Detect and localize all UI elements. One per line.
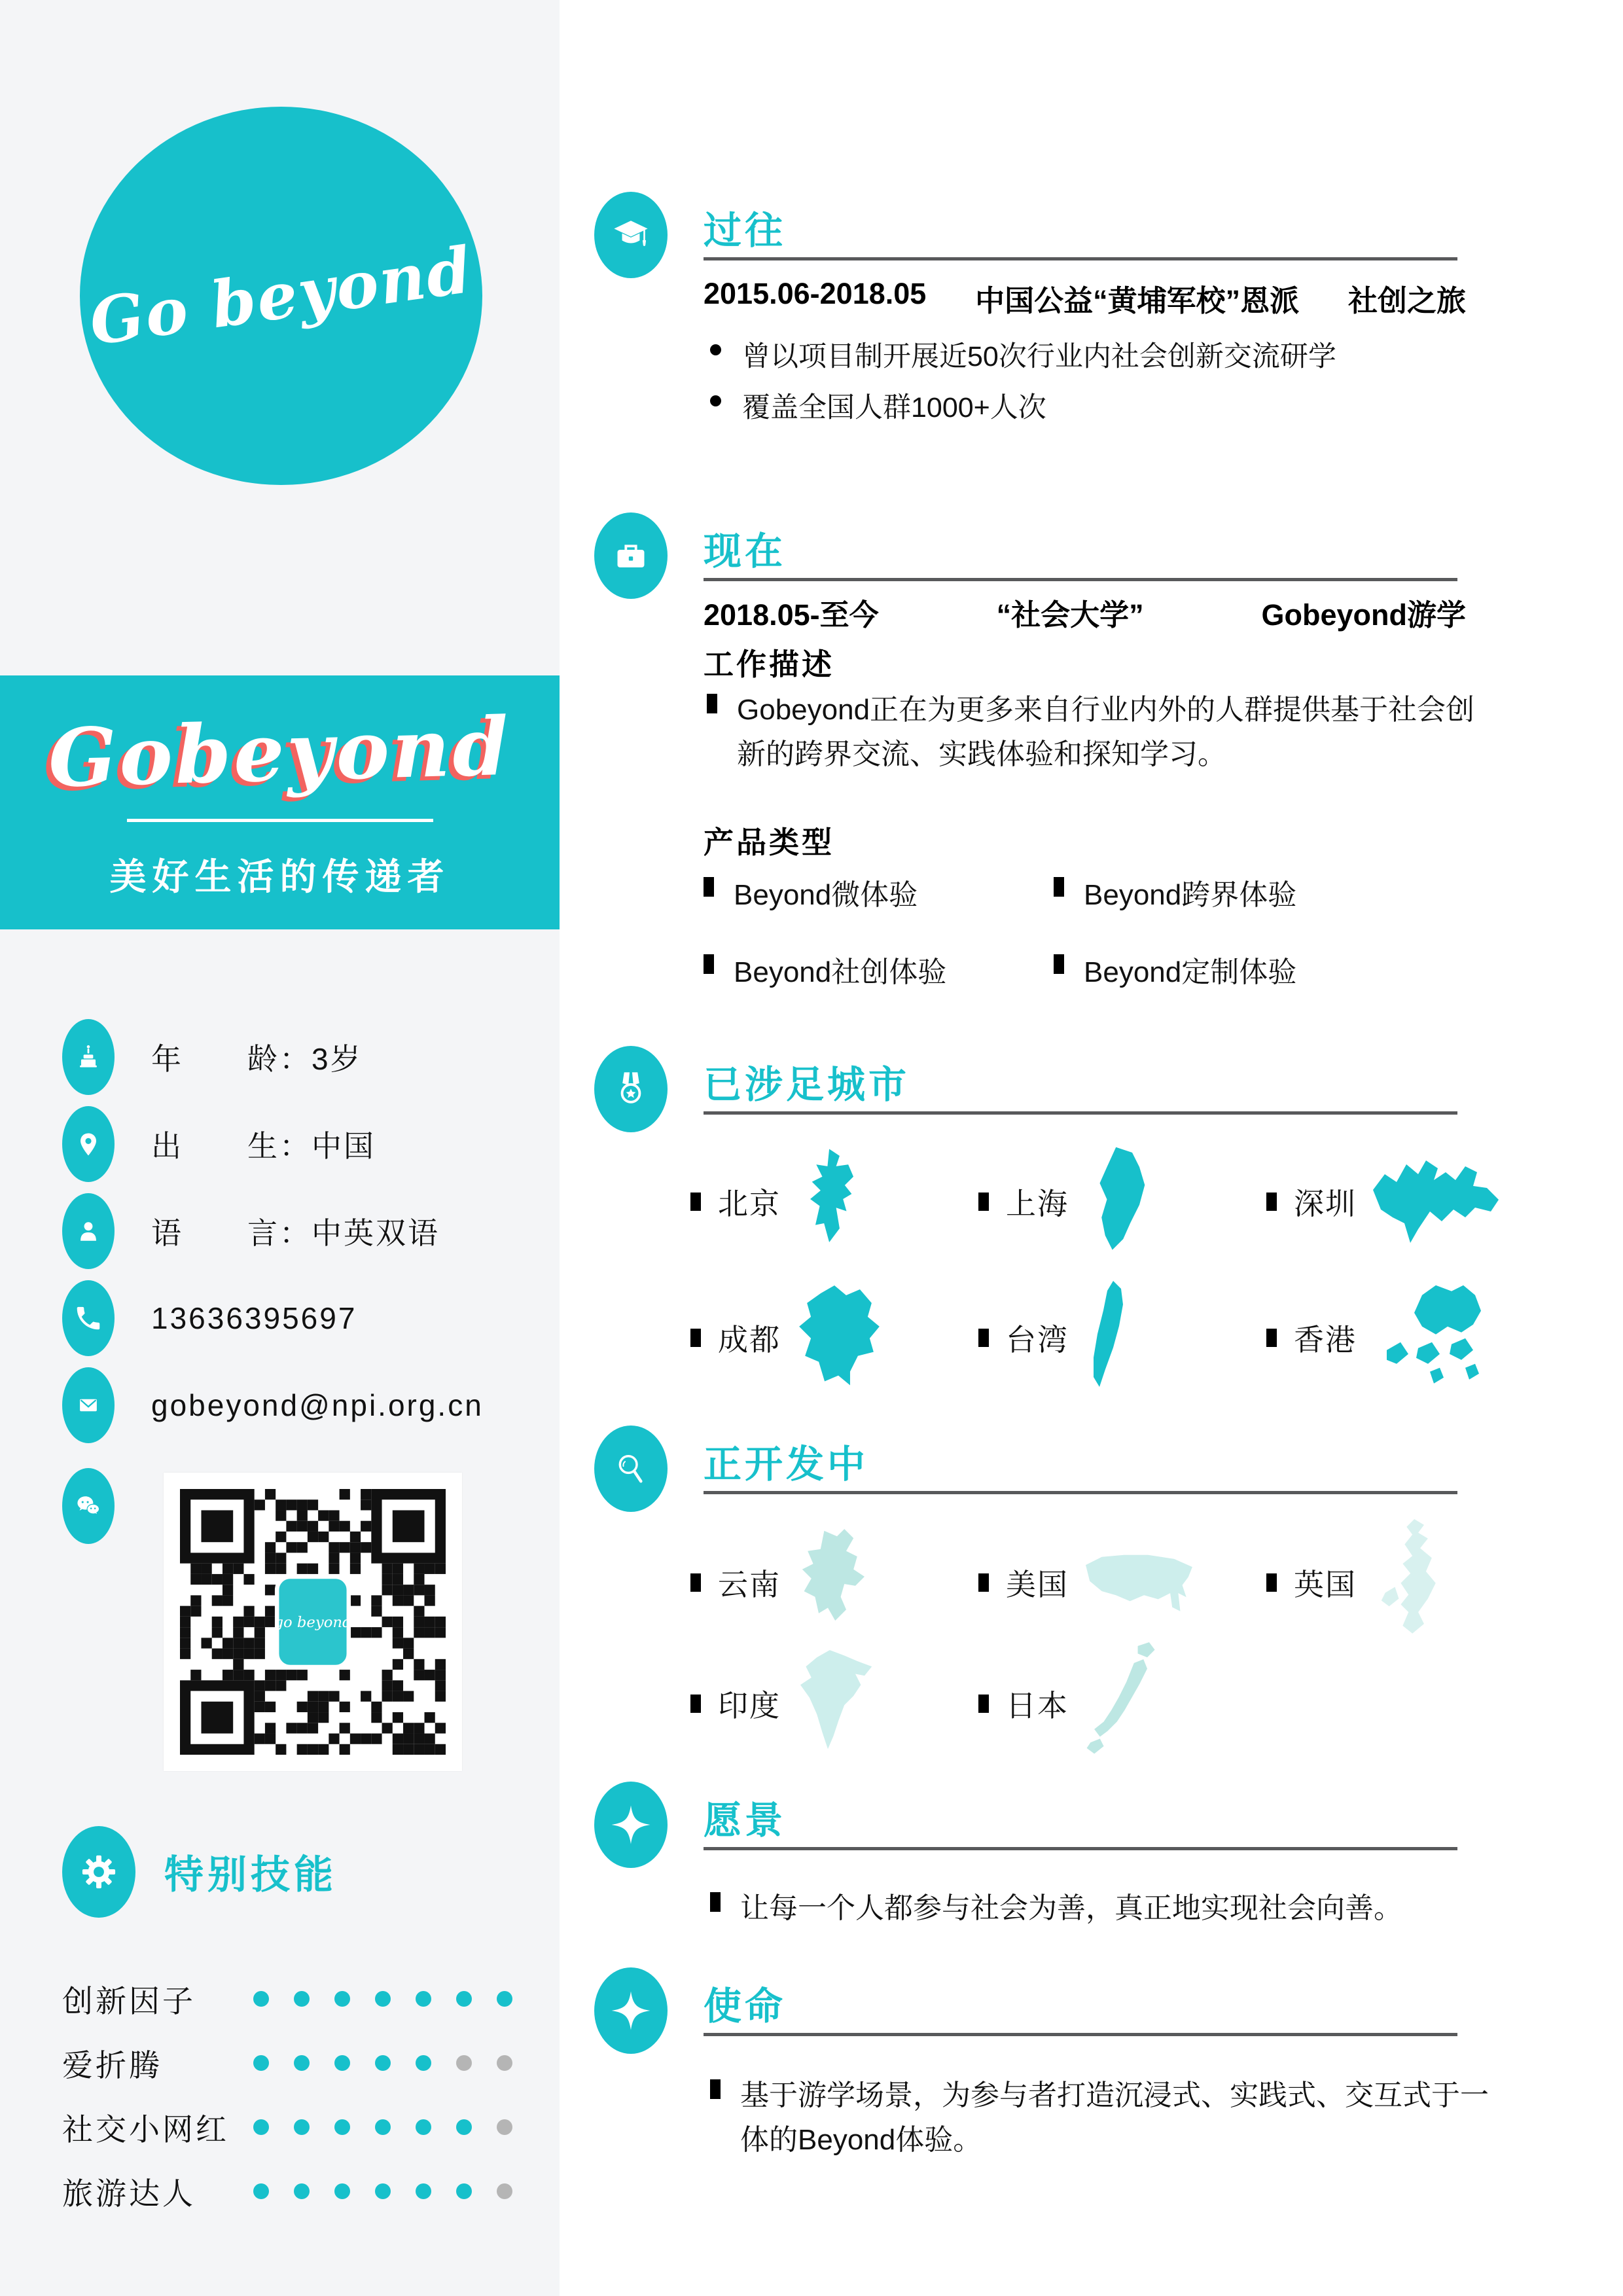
logo-script-text: Go beyond — [85, 232, 477, 360]
shanghai-map-icon — [1079, 1145, 1171, 1258]
section-rule — [704, 578, 1457, 581]
product-2: Beyond跨界体验 — [1084, 879, 1297, 911]
square-bullet — [690, 1329, 701, 1347]
developing-title: 正开发中 — [704, 1443, 869, 1486]
wechat-qr-code — [164, 1473, 462, 1771]
birthday-cake-icon — [62, 1019, 115, 1095]
region-usa — [978, 1535, 1266, 1630]
developing-row-2 — [690, 1641, 1600, 1766]
region-yunnan-label: 云南 — [718, 1568, 781, 1602]
skill-row — [62, 2042, 514, 2084]
skill-dots — [253, 2183, 512, 2199]
product-4: Beyond定制体验 — [1084, 956, 1297, 988]
product-1: Beyond微体验 — [734, 879, 918, 911]
skill-dot — [253, 1991, 269, 2007]
contact-row-age — [62, 1019, 533, 1095]
square-bullet — [707, 694, 717, 713]
skills-title: 特别技能 — [164, 1853, 337, 1897]
city-hongkong-label: 香港 — [1294, 1323, 1357, 1357]
skill-dots — [253, 1991, 512, 2007]
skill-dot — [416, 2183, 431, 2199]
product-item — [704, 871, 1054, 913]
wechat-icon — [62, 1468, 115, 1544]
contact-row-email — [62, 1367, 533, 1443]
region-uk — [1266, 1517, 1600, 1648]
person-icon — [62, 1193, 115, 1269]
skill-dot — [334, 2119, 350, 2135]
skill-dot — [375, 2183, 391, 2199]
skill-dot — [375, 2119, 391, 2135]
square-bullet — [690, 1695, 701, 1713]
work-desc-label: 工作描述 — [704, 647, 834, 681]
location-pin-icon — [62, 1106, 115, 1182]
shenzhen-map-icon — [1367, 1149, 1505, 1254]
present-org: “社会大学” — [996, 598, 1144, 632]
japan-map-label: 日本 — [1006, 1689, 1069, 1723]
contact-phone: 13636395697 — [151, 1301, 357, 1335]
yunnan-map-icon — [791, 1524, 883, 1641]
products-label: 产品类型 — [704, 825, 834, 859]
work-desc-item — [707, 688, 1489, 777]
india-map-icon — [791, 1645, 883, 1763]
city-taiwan — [978, 1279, 1266, 1397]
mission-item — [710, 2073, 1493, 2162]
skills-header — [62, 1826, 337, 1918]
skill-dot — [334, 1991, 350, 2007]
skill-dot — [416, 1991, 431, 2007]
medal-icon — [594, 1046, 668, 1132]
skill-dots — [253, 2055, 512, 2071]
uk-map-label: 英国 — [1294, 1568, 1357, 1602]
skill-dot — [375, 1991, 391, 2007]
square-bullet — [1266, 1329, 1277, 1347]
cities-title: 已涉足城市 — [704, 1064, 910, 1106]
skill-row — [62, 2170, 514, 2212]
region-yunnan — [690, 1524, 978, 1641]
brand-title: Gobeyond — [47, 698, 512, 805]
skill-dot — [294, 1991, 310, 2007]
cities-row-2 — [690, 1279, 1600, 1397]
vision-item — [710, 1886, 1493, 1931]
skill-dot — [294, 2055, 310, 2071]
past-org: 中国公益“黄埔军校”恩派 — [975, 284, 1300, 317]
product-3: Beyond社创体验 — [734, 956, 947, 988]
usa-map-icon — [1079, 1535, 1201, 1630]
hongkong-map-icon — [1367, 1279, 1505, 1397]
city-shanghai — [978, 1145, 1266, 1258]
square-bullet — [978, 1193, 989, 1211]
vision-title: 愿景 — [704, 1799, 787, 1842]
banner-divider — [127, 819, 433, 822]
skill-dot — [497, 2183, 512, 2199]
india-map-label: 印度 — [718, 1689, 781, 1723]
qr-badge-text: go beyond — [274, 1614, 352, 1632]
skill-name: 旅游达人 — [62, 2176, 196, 2211]
contact-language: 语 言：中英双语 — [151, 1216, 440, 1250]
skill-name: 爱折腾 — [62, 2047, 162, 2083]
product-item — [704, 948, 1054, 990]
present-date-row — [704, 591, 1466, 634]
past-date-row — [704, 277, 1466, 319]
uk-map-icon — [1367, 1517, 1451, 1648]
sidebar — [0, 0, 560, 2296]
skill-dot — [294, 2183, 310, 2199]
skill-row — [62, 2106, 514, 2148]
skill-name: 创新因子 — [62, 1983, 196, 2018]
skill-dot — [253, 2119, 269, 2135]
skill-dot — [334, 2183, 350, 2199]
sparkle-icon — [594, 1782, 668, 1868]
brand-subtitle: 美好生活的传递者 — [109, 855, 450, 897]
skill-dot — [253, 2055, 269, 2071]
city-shenzhen-label: 深圳 — [1294, 1187, 1357, 1221]
past-title: 过往 — [704, 209, 787, 252]
phone-icon — [62, 1280, 115, 1356]
square-bullet — [710, 1892, 721, 1912]
present-title: 现在 — [704, 530, 787, 573]
skill-dot — [334, 2055, 350, 2071]
past-bullet-1-text: 曾以项目制开展近50次行业内社会创新交流研学 — [742, 341, 1336, 372]
skill-name: 社交小网红 — [62, 2111, 229, 2147]
city-hongkong — [1266, 1279, 1600, 1397]
chengdu-map-icon — [791, 1282, 889, 1394]
contact-age: 年 龄：3岁 — [151, 1042, 363, 1076]
contact-row-birth — [62, 1106, 533, 1182]
product-item — [1054, 871, 1404, 913]
past-bullet-2-text: 覆盖全国人群1000+人次 — [742, 392, 1046, 423]
skill-dot — [294, 2119, 310, 2135]
square-bullet — [704, 954, 714, 974]
city-beijing — [690, 1145, 978, 1258]
section-rule — [704, 1847, 1457, 1850]
skill-dot — [497, 2055, 512, 2071]
logo-circle — [80, 107, 482, 485]
city-shenzhen — [1266, 1149, 1600, 1254]
square-bullet — [690, 1573, 701, 1592]
city-taiwan-label: 台湾 — [1006, 1323, 1069, 1357]
skill-dot — [416, 2119, 431, 2135]
usa-map-label: 美国 — [1006, 1568, 1069, 1602]
briefcase-icon — [594, 512, 668, 599]
skill-dot — [375, 2055, 391, 2071]
city-chengdu-label: 成都 — [718, 1323, 781, 1357]
past-program: 社创之旅 — [1347, 284, 1466, 317]
skill-dot — [456, 1991, 472, 2007]
contact-email: gobeyond@npi.org.cn — [151, 1388, 484, 1422]
work-desc-text: Gobeyond正在为更多来自行业内外的人群提供基于社会创新的跨界交流、实践体验和探知学习。 — [737, 694, 1475, 771]
present-period: 2018.05-至今 — [704, 598, 879, 632]
vision-text: 让每一个人都参与社会为善，真正地实现社会向善。 — [740, 1892, 1402, 1924]
graduation-cap-icon — [594, 192, 668, 278]
section-rule — [704, 2033, 1457, 2036]
envelope-icon — [62, 1367, 115, 1443]
brand-banner — [0, 675, 560, 929]
skill-dot — [416, 2055, 431, 2071]
skill-dot — [253, 2183, 269, 2199]
past-bullet-1 — [710, 334, 1336, 374]
region-japan — [978, 1641, 1266, 1766]
section-rule — [704, 1491, 1457, 1494]
cities-row-1 — [690, 1145, 1600, 1258]
sparkle-icon — [594, 1967, 668, 2054]
square-bullet — [690, 1193, 701, 1211]
section-rule — [704, 1111, 1457, 1115]
bullet-dot — [710, 395, 721, 406]
section-rule — [704, 257, 1457, 260]
region-india — [690, 1645, 978, 1763]
city-shanghai-label: 上海 — [1006, 1187, 1069, 1221]
developing-row-1 — [690, 1517, 1600, 1648]
square-bullet — [978, 1329, 989, 1347]
mission-title: 使命 — [704, 1985, 787, 2028]
square-bullet — [1054, 954, 1064, 974]
square-bullet — [710, 2079, 721, 2099]
city-beijing-label: 北京 — [718, 1187, 781, 1221]
products-grid — [704, 871, 1430, 990]
contact-row-language — [62, 1193, 533, 1269]
city-chengdu — [690, 1282, 978, 1394]
gear-icon — [62, 1826, 135, 1918]
skill-dot — [456, 2119, 472, 2135]
present-program: Gobeyond游学 — [1261, 598, 1466, 632]
square-bullet — [978, 1573, 989, 1592]
skill-dot — [497, 1991, 512, 2007]
beijing-map-icon — [791, 1145, 878, 1258]
product-item — [1054, 948, 1404, 990]
skill-dot — [456, 2183, 472, 2199]
skill-row — [62, 1978, 514, 2020]
taiwan-map-icon — [1079, 1279, 1139, 1397]
past-period: 2015.06-2018.05 — [704, 277, 927, 310]
magnifier-icon — [594, 1426, 668, 1512]
past-bullet-2 — [710, 386, 1046, 425]
skill-dot — [497, 2119, 512, 2135]
contact-row-phone — [62, 1280, 533, 1356]
bullet-dot — [710, 344, 721, 355]
japan-map-icon — [1079, 1641, 1164, 1766]
square-bullet — [1266, 1573, 1277, 1592]
qr-center-badge — [274, 1577, 351, 1667]
mission-text: 基于游学场景，为参与者打造沉浸式、实践式、交互式于一体的Beyond体验。 — [740, 2079, 1489, 2157]
skill-dot — [456, 2055, 472, 2071]
square-bullet — [1266, 1193, 1277, 1211]
contact-birth: 出 生：中国 — [151, 1129, 376, 1163]
square-bullet — [978, 1695, 989, 1713]
square-bullet — [1054, 877, 1064, 897]
skill-dots — [253, 2119, 512, 2135]
square-bullet — [704, 877, 714, 897]
